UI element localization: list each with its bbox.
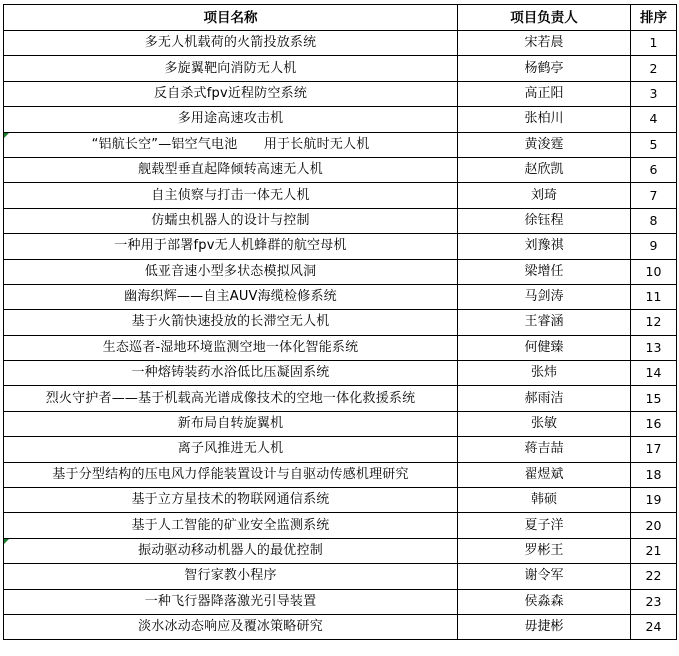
project-leader-cell: 郝雨洁 — [458, 386, 631, 411]
table-row — [4, 31, 677, 56]
table-row — [4, 157, 677, 182]
rank-cell: 22 — [631, 564, 677, 589]
project-name-text: 一种飞行器降落激光引导装置 — [144, 593, 317, 609]
rank-cell: 14 — [631, 361, 677, 386]
table-row — [4, 259, 677, 284]
project-name-cell — [4, 183, 458, 208]
table-row — [4, 437, 677, 462]
rank-cell: 5 — [631, 132, 677, 157]
project-leader-cell: 张柏川 — [458, 107, 631, 132]
project-name-text: 离子风推进无人机 — [177, 441, 284, 457]
table-row — [4, 107, 677, 132]
table-row — [4, 538, 677, 563]
project-name-cell — [4, 386, 458, 411]
project-leader-cell: 毋捷彬 — [458, 614, 631, 639]
rank-cell: 7 — [631, 183, 677, 208]
project-table — [3, 4, 677, 640]
project-name-text: 仿蠕虫机器人的设计与控制 — [151, 212, 310, 228]
project-leader-cell: 王睿涵 — [458, 310, 631, 335]
project-name-text: 多旋翼靶向消防无人机 — [164, 60, 297, 76]
project-name-cell — [4, 589, 458, 614]
table-row — [4, 411, 677, 436]
header-row — [4, 5, 677, 31]
project-name-text: 多无人机载荷的火箭投放系统 — [144, 35, 317, 51]
project-name-text: 基于分型结构的压电风力俘能装置设计与自驱动传感机理研究 — [52, 466, 409, 482]
project-name-text: 新布局自转旋翼机 — [177, 416, 284, 432]
project-name-cell — [4, 31, 458, 56]
rank-cell: 16 — [631, 411, 677, 436]
rank-cell: 1 — [631, 31, 677, 56]
project-leader-cell: 谢令军 — [458, 564, 631, 589]
project-leader-cell: 黄浚霆 — [458, 132, 631, 157]
project-name-cell — [4, 234, 458, 259]
project-leader-cell: 宋若晨 — [458, 31, 631, 56]
project-name-cell — [4, 564, 458, 589]
table-row — [4, 234, 677, 259]
rank-cell: 12 — [631, 310, 677, 335]
project-leader-cell: 蒋吉喆 — [458, 437, 631, 462]
project-name-cell — [4, 335, 458, 360]
rank-cell: 8 — [631, 208, 677, 233]
table-row — [4, 361, 677, 386]
project-name-cell — [4, 284, 458, 309]
rank-cell: 10 — [631, 259, 677, 284]
project-name-text: 生态巡者-湿地环境监测空地一体化智能系统 — [102, 339, 359, 355]
project-name-text: 基于人工智能的矿业安全监测系统 — [131, 517, 330, 533]
project-name-cell — [4, 513, 458, 538]
rank-cell: 4 — [631, 107, 677, 132]
rank-cell: 3 — [631, 81, 677, 106]
project-name-text: 反自杀式fpv近程防空系统 — [153, 85, 308, 101]
project-name-cell — [4, 107, 458, 132]
project-name-cell — [4, 81, 458, 106]
rank-cell: 6 — [631, 157, 677, 182]
project-name-cell — [4, 437, 458, 462]
project-name-cell — [4, 462, 458, 487]
project-name-cell — [4, 132, 458, 157]
project-name-text: 自主侦察与打击一体无人机 — [151, 187, 310, 203]
project-name-text: 一种熔铸装药水浴低比压凝固系统 — [131, 365, 330, 381]
rank-cell: 11 — [631, 284, 677, 309]
project-name-text: 基于立方星技术的物联网通信系统 — [131, 492, 330, 508]
project-leader-cell: 高正阳 — [458, 81, 631, 106]
project-name-text: “铝航长空”—铝空气电池 用于长航时无人机 — [91, 136, 370, 152]
table-row — [4, 132, 677, 157]
project-name-text: 烈火守护者——基于机载高光谱成像技术的空地一体化救援系统 — [45, 390, 416, 406]
rank-cell: 18 — [631, 462, 677, 487]
project-leader-cell: 罗彬王 — [458, 538, 631, 563]
table-row — [4, 284, 677, 309]
project-name-cell — [4, 538, 458, 563]
project-leader-cell: 赵欣凯 — [458, 157, 631, 182]
project-name-text: 多用途高速攻击机 — [177, 111, 284, 127]
table-row — [4, 462, 677, 487]
project-name-cell — [4, 157, 458, 182]
table-row — [4, 81, 677, 106]
rank-cell: 17 — [631, 437, 677, 462]
rank-cell: 21 — [631, 538, 677, 563]
project-leader-cell: 张炜 — [458, 361, 631, 386]
table-row — [4, 335, 677, 360]
project-leader-cell: 何健臻 — [458, 335, 631, 360]
rank-cell: 23 — [631, 589, 677, 614]
rank-cell: 20 — [631, 513, 677, 538]
project-name-text: 智行家教小程序 — [184, 568, 277, 584]
project-leader-cell: 梁增任 — [458, 259, 631, 284]
header-rank: 排序 — [631, 5, 677, 31]
project-name-cell — [4, 310, 458, 335]
project-name-cell — [4, 411, 458, 436]
table-row — [4, 310, 677, 335]
project-name-text: 振动驱动移动机器人的最优控制 — [138, 543, 323, 558]
project-leader-cell: 杨鹤亭 — [458, 56, 631, 81]
table-row — [4, 513, 677, 538]
project-leader-cell: 徐钰程 — [458, 208, 631, 233]
project-leader-cell: 夏子洋 — [458, 513, 631, 538]
project-name-text: 低亚音速小型多状态模拟风洞 — [144, 263, 317, 279]
project-leader-cell: 韩硕 — [458, 488, 631, 513]
table-row — [4, 564, 677, 589]
project-name-text: 幽海织辉——自主AUV海缆检修系统 — [124, 289, 337, 305]
project-name-cell — [4, 208, 458, 233]
project-leader-cell: 刘豫祺 — [458, 234, 631, 259]
table-row — [4, 56, 677, 81]
table-row — [4, 208, 677, 233]
header-project-leader: 项目负责人 — [458, 5, 631, 31]
project-leader-cell: 马剑涛 — [458, 284, 631, 309]
header-project-name: 项目名称 — [4, 5, 458, 31]
project-leader-cell: 刘琦 — [458, 183, 631, 208]
rank-cell: 2 — [631, 56, 677, 81]
rank-cell: 15 — [631, 386, 677, 411]
rank-cell: 9 — [631, 234, 677, 259]
table-row — [4, 183, 677, 208]
rank-cell: 19 — [631, 488, 677, 513]
project-name-text: 舰载型垂直起降倾转高速无人机 — [138, 162, 323, 178]
cell-comment-marker-icon — [4, 133, 9, 138]
table-body — [4, 31, 677, 640]
project-name-cell — [4, 614, 458, 639]
table-row — [4, 589, 677, 614]
project-name-text: 基于火箭快速投放的长滞空无人机 — [131, 314, 330, 330]
project-leader-cell: 翟煜斌 — [458, 462, 631, 487]
rank-cell: 24 — [631, 614, 677, 639]
project-name-cell — [4, 488, 458, 513]
table-row — [4, 614, 677, 639]
project-name-cell — [4, 56, 458, 81]
project-name-text: 淡水冰动态响应及覆冰策略研究 — [138, 619, 323, 635]
project-name-cell — [4, 259, 458, 284]
table-row — [4, 488, 677, 513]
project-leader-cell: 张敏 — [458, 411, 631, 436]
rank-cell: 13 — [631, 335, 677, 360]
project-name-text: 一种用于部署fpv无人机蜂群的航空母机 — [114, 238, 347, 254]
project-name-cell — [4, 361, 458, 386]
cell-comment-marker-icon — [4, 539, 9, 544]
table-row — [4, 386, 677, 411]
project-leader-cell: 侯淼森 — [458, 589, 631, 614]
